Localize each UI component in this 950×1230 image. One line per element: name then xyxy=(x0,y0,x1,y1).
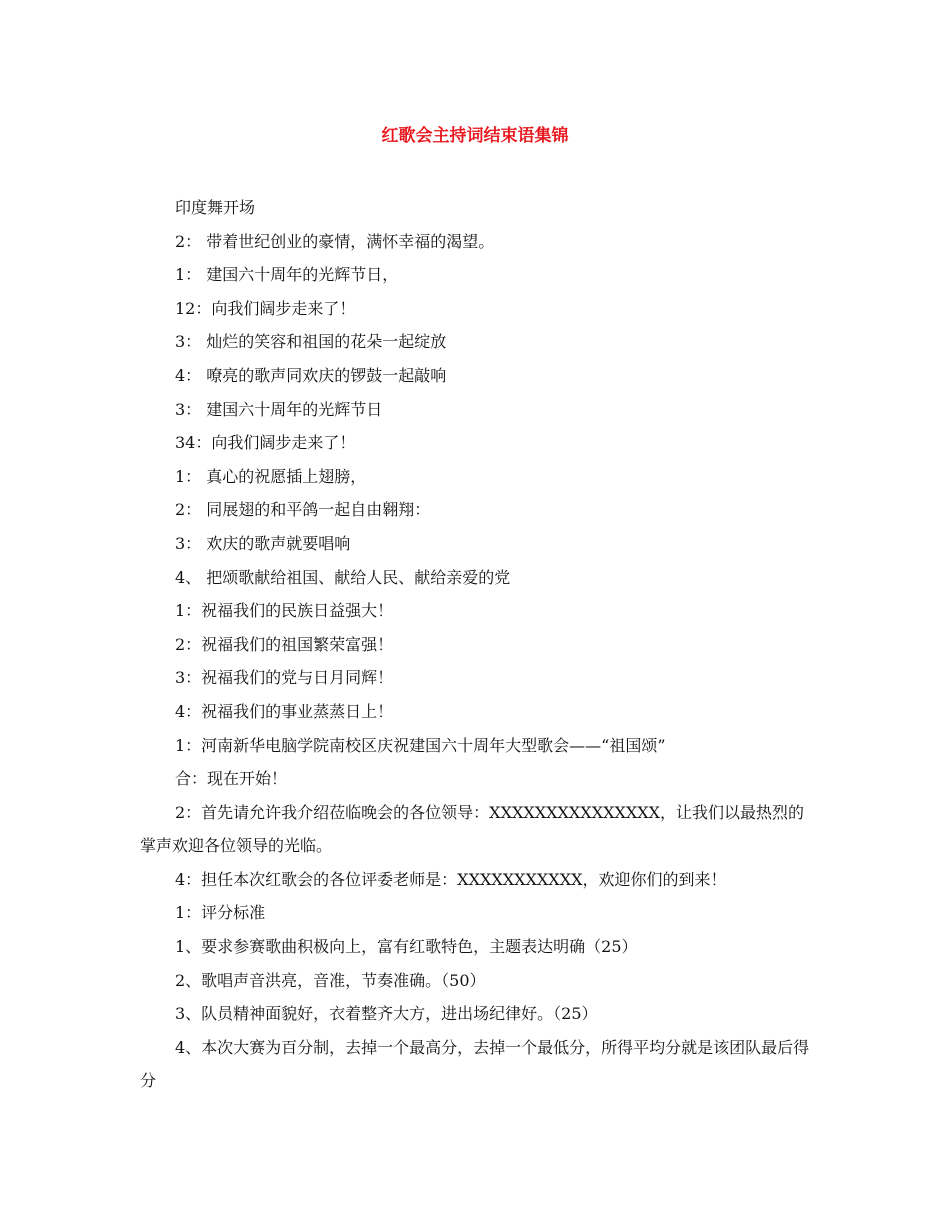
paragraph: 4： 嘹亮的歌声同欢庆的锣鼓一起敲响 xyxy=(175,365,447,385)
paragraph: 2： 带着世纪创业的豪情，满怀幸福的渴望。 xyxy=(175,231,495,251)
document-body xyxy=(140,191,815,1098)
paragraph: 4：担任本次红歌会的各位评委老师是：XXXXXXXXXXX，欢迎你们的到来！ xyxy=(175,869,727,889)
paragraph: 4：祝福我们的事业蒸蒸日上！ xyxy=(175,701,394,721)
paragraph: 3： 灿烂的笑容和祖国的花朵一起绽放 xyxy=(175,332,447,352)
paragraph: 1： 建国六十周年的光辉节日， xyxy=(175,265,399,285)
document-title: 红歌会主持词结束语集锦 xyxy=(381,126,569,146)
paragraph: 1：评分标准 xyxy=(175,903,266,923)
paragraph: 2：祝福我们的祖国繁荣富强！ xyxy=(175,634,394,654)
paragraph: 1、要求参赛歌曲积极向上，富有红歌特色，主题表达明确（25） xyxy=(175,937,638,957)
paragraph: 3、队员精神面貌好，衣着整齐大方，进出场纪律好。（25） xyxy=(175,1004,598,1024)
paragraph: 1：河南新华电脑学院南校区庆祝建国六十周年大型歌会——“祖国颂” xyxy=(175,735,666,755)
paragraph: 印度舞开场 xyxy=(175,198,256,217)
paragraph: 2： 同展翅的和平鸽一起自由翱翔： xyxy=(175,500,431,520)
paragraph: 12：向我们阔步走来了！ xyxy=(175,298,356,318)
paragraph: 3： 建国六十周年的光辉节日 xyxy=(175,399,383,419)
paragraph: 1： 真心的祝愿插上翅膀， xyxy=(175,466,367,486)
paragraph: 3：祝福我们的党与日月同辉！ xyxy=(175,668,394,688)
paragraph: 3： 欢庆的歌声就要唱响 xyxy=(175,533,351,553)
paragraph: 4、 把颂歌献给祖国、献给人民、献给亲爱的党 xyxy=(175,567,511,587)
paragraph: 2：首先请允许我介绍莅临晚会的各位领导：XXXXXXXXXXXXXXX，让我们以最热烈的掌声欢迎各位领导的光临。 xyxy=(140,802,805,856)
paragraph: 1：祝福我们的民族日益强大！ xyxy=(175,601,394,621)
paragraph: 合：现在开始！ xyxy=(175,769,288,789)
paragraph: 2、歌唱声音洪亮，音准，节奏准确。（50） xyxy=(175,970,486,990)
paragraph: 4、本次大赛为百分制，去掉一个最高分，去掉一个最低分，所得平均分就是该团队最后得分 xyxy=(140,1037,810,1091)
paragraph: 34：向我们阔步走来了！ xyxy=(175,433,356,453)
